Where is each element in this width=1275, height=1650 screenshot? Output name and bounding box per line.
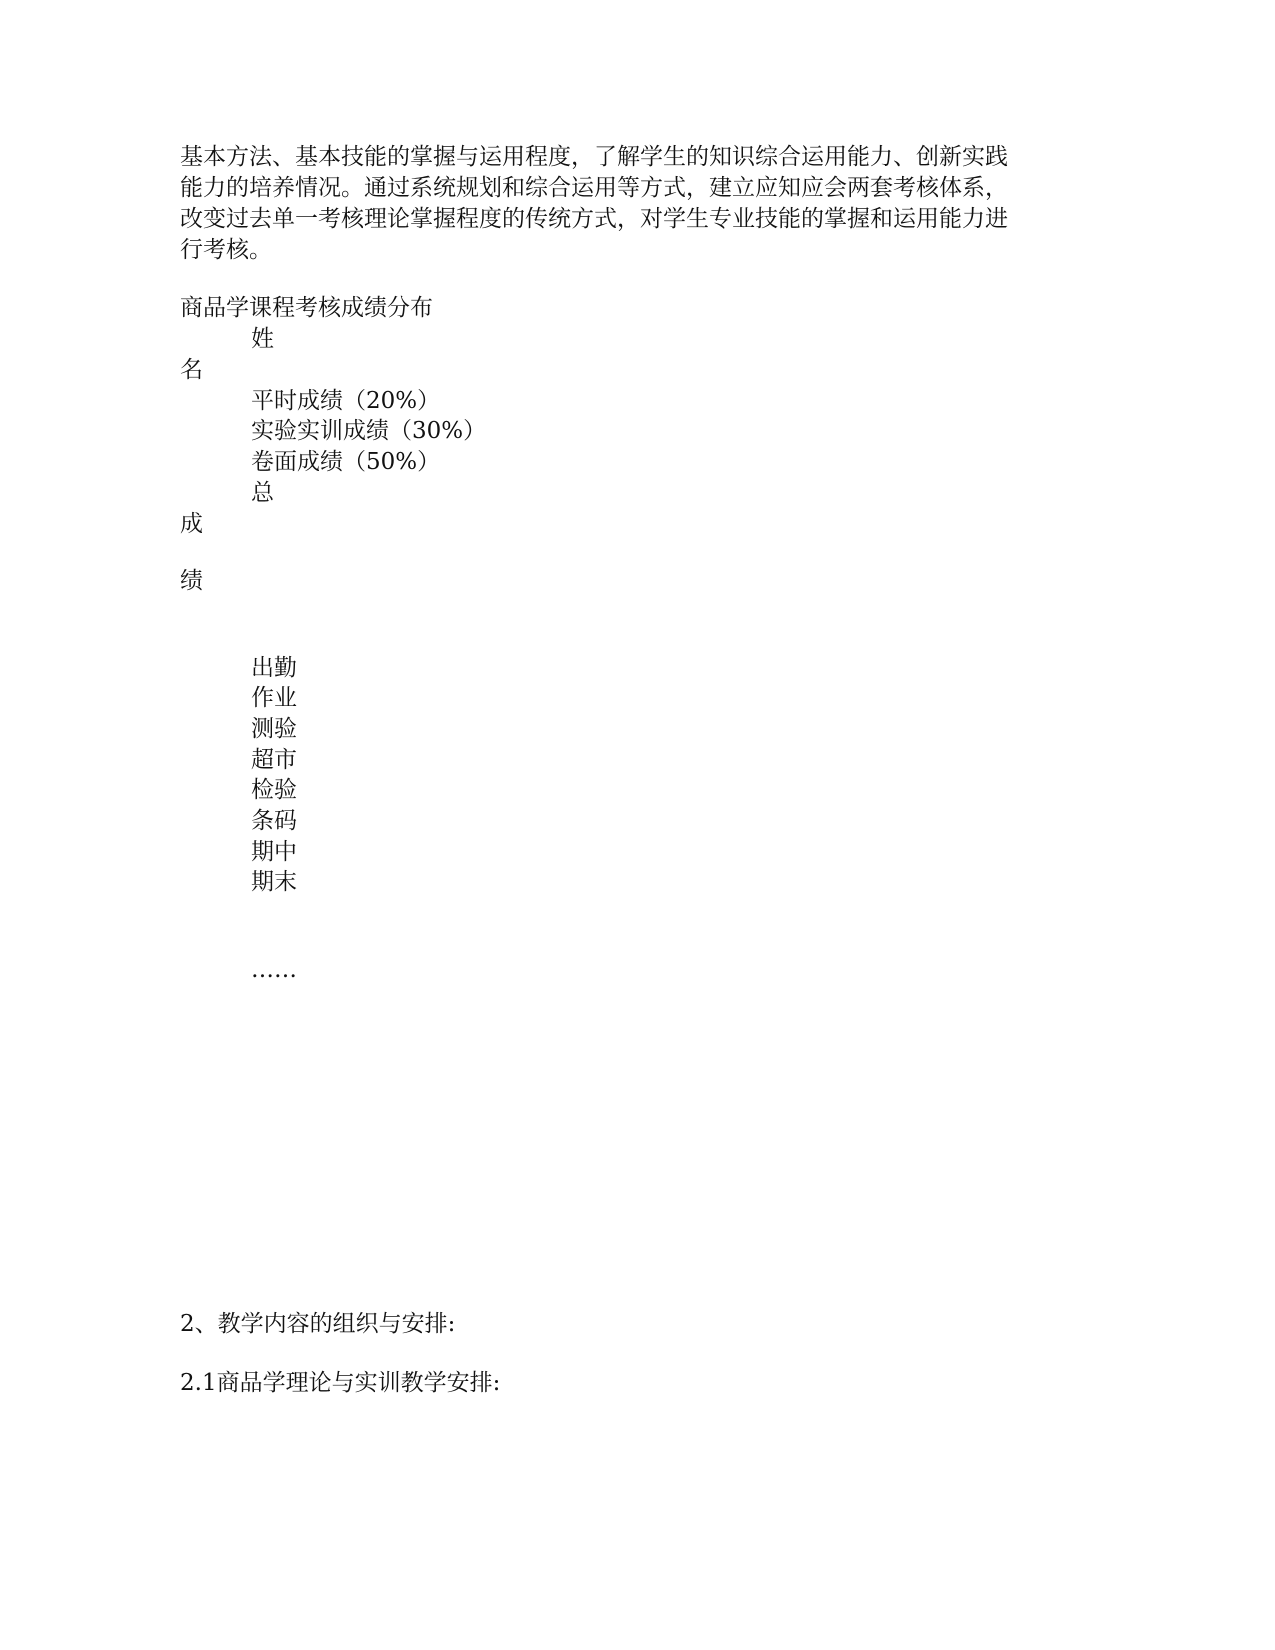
total-header-part1: 总 xyxy=(251,480,274,506)
item-homework: 作业 xyxy=(251,685,297,711)
item-barcode: 条码 xyxy=(251,808,297,834)
lab-training-score-header: 实验实训成绩（30%） xyxy=(251,418,487,444)
section-2-heading: 2、教学内容的组织与安排: xyxy=(180,1311,456,1337)
regular-score-header: 平时成绩（20%） xyxy=(251,388,441,414)
intro-line-4: 行考核。 xyxy=(180,237,272,263)
item-attendance: 出勤 xyxy=(251,655,297,681)
score-table-title: 商品学课程考核成绩分布 xyxy=(180,295,433,321)
section-2-1-heading: 2.1商品学理论与实训教学安排: xyxy=(180,1370,501,1396)
total-header-part3: 绩 xyxy=(180,568,203,594)
intro-line-2: 能力的培养情况。通过系统规划和综合运用等方式，建立应知应会两套考核体系， xyxy=(180,175,1008,201)
intro-paragraph xyxy=(180,142,1060,266)
intro-line-1: 基本方法、基本技能的掌握与运用程度，了解学生的知识综合运用能力、创新实践 xyxy=(180,144,1008,170)
item-final: 期末 xyxy=(251,869,297,895)
name-header-part1: 姓 xyxy=(251,326,274,352)
name-header-part2: 名 xyxy=(180,357,203,383)
item-inspection: 检验 xyxy=(251,777,297,803)
item-midterm: 期中 xyxy=(251,839,297,865)
exam-paper-score-header: 卷面成绩（50%） xyxy=(251,449,441,475)
table-ellipsis: …… xyxy=(251,957,297,983)
intro-line-3: 改变过去单一考核理论掌握程度的传统方式，对学生专业技能的掌握和运用能力进 xyxy=(180,206,1008,232)
total-header-part2: 成 xyxy=(180,511,203,537)
item-supermarket: 超市 xyxy=(251,747,297,773)
item-quiz: 测验 xyxy=(251,716,297,742)
